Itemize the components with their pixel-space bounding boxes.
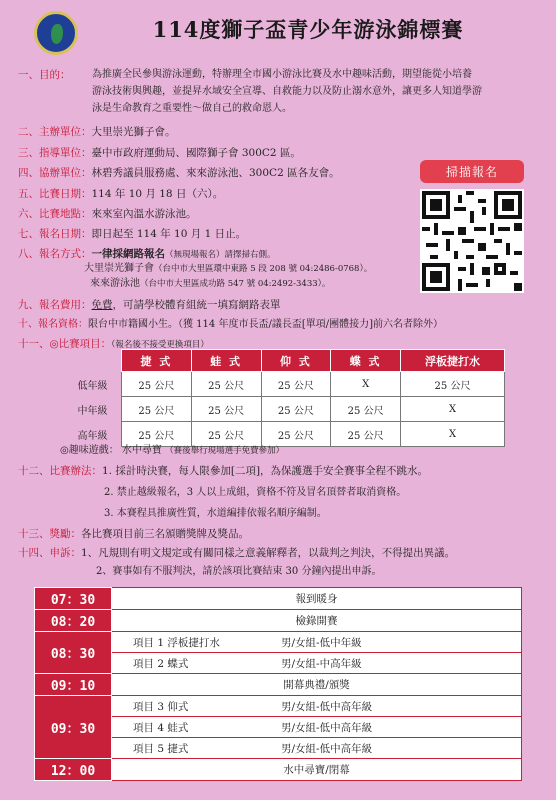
contact-lions-club <box>84 262 372 276</box>
events-cell: 25 公尺 <box>122 422 192 447</box>
events-cell: 25 公尺 <box>331 397 401 422</box>
schedule-item-name: 項目 2 蝶式 <box>133 657 189 670</box>
awards-label: 十三、獎勵： <box>18 528 81 540</box>
qr-panel <box>420 160 524 293</box>
rules-line-3: 3. 本賽程具推廣性質，水道編排依報名順序編制。 <box>104 508 327 519</box>
events-cell: X <box>401 397 505 422</box>
schedule-time: 08：30 <box>35 632 112 674</box>
schedule-row <box>35 610 522 632</box>
schedule-item <box>112 717 522 738</box>
schedule-item <box>112 738 522 759</box>
events-cell: X <box>331 372 401 397</box>
contact-pool-name: 來來游泳池 <box>90 278 140 289</box>
section-guidance <box>18 146 301 160</box>
events-header-row <box>64 350 505 372</box>
events-cell: 25 公尺 <box>261 397 331 422</box>
schedule-activity: 檢錄開賽 <box>112 610 522 632</box>
events-row-label: 高年級 <box>64 422 122 447</box>
fun-game-label: ◎趣味遊戲： <box>60 445 119 456</box>
qr-code-icon[interactable] <box>420 189 524 293</box>
events-cell: 25 公尺 <box>191 397 261 422</box>
registration-method-note: （無現場報名）請擇掃右側。 <box>165 250 276 260</box>
guidance-label: 三、指導單位： <box>18 147 92 159</box>
rules-line-1: 1. 採計時決賽，每人限參加[二項]，為保護選手安全賽事全程不跳水。 <box>102 465 429 477</box>
organizer-value: 大里崇光獅子會。 <box>91 126 176 138</box>
guidance-value: 臺中市政府運動局、國際獅子會 300C2 區。 <box>91 147 301 159</box>
schedule-item <box>112 632 522 653</box>
section-fee <box>18 298 281 312</box>
events-row-label: 中年級 <box>64 397 122 422</box>
venue-value: 來來室內溫水游泳池。 <box>91 208 197 220</box>
rules-line-2: 2. 禁止越級報名，3 人以上成組，資格不符及冒名頂替者取消資格。 <box>104 487 407 498</box>
lions-club-logo <box>34 11 78 55</box>
section-organizer <box>18 125 176 139</box>
contact-lions-address: （台中市大里區環中東路 5 段 208 號 04:2486-0768）。 <box>154 264 373 274</box>
registration-date-value: 即日起至 114 年 10 月 1 日止。 <box>91 228 247 240</box>
events-row-middle <box>64 397 505 422</box>
events-row-lower <box>64 372 505 397</box>
registration-method-value: 一律採網路報名 <box>91 248 165 260</box>
events-cell: 25 公尺 <box>122 372 192 397</box>
schedule-row <box>35 632 522 653</box>
schedule-row <box>35 674 522 696</box>
schedule-row <box>35 588 522 610</box>
schedule-activity: 水中尋寶/閉幕 <box>112 759 522 781</box>
date-label: 五、比賽日期： <box>18 188 92 200</box>
fee-free: 免費 <box>91 299 113 311</box>
section-eligibility <box>18 318 443 332</box>
schedule-item-group: 男/女組-低中高年級 <box>281 721 373 734</box>
contact-pool-address: （台中市大里區成功路 547 號 04:2492-3433）。 <box>140 279 331 289</box>
appeals-line-1: 1、凡規則有明文規定或有關同樣之意義解釋者，以裁判之判決，不得提出異議。 <box>81 547 456 559</box>
section-date <box>18 187 223 201</box>
schedule-activity: 報到暖身 <box>112 588 522 610</box>
venue-label: 六、比賽地點： <box>18 208 92 220</box>
schedule-item-group: 男/女組-低中高年級 <box>281 700 373 713</box>
qr-label: 掃描報名 <box>420 160 524 183</box>
section-co-organizer <box>18 166 340 180</box>
organizer-label: 二、主辦單位： <box>18 126 92 138</box>
eligibility-value: 限台中市籍國小生。（獲 114 年度市長盃/議長盃[單項/團體接力]前六名者除外） <box>88 319 443 330</box>
date-value: 114 年 10 月 18 日（六）。 <box>91 188 224 200</box>
events-note: （報名後不接受更換項目） <box>111 340 209 350</box>
section-venue <box>18 207 197 221</box>
section-appeals <box>18 546 455 560</box>
events-label: 十一、◎比賽項目： <box>18 338 112 350</box>
events-row-upper <box>64 422 505 447</box>
schedule-item-name: 項目 5 捷式 <box>133 742 189 755</box>
schedule-row <box>35 696 522 717</box>
section-rules <box>18 464 428 478</box>
contact-lions-name: 大里崇光獅子會 <box>84 263 154 274</box>
events-cell: 25 公尺 <box>191 372 261 397</box>
fee-value: ，可請學校體育組統一填寫網路表單 <box>112 299 281 311</box>
section-purpose-label: 一、目的： <box>18 69 71 81</box>
section-awards <box>18 527 249 541</box>
fun-game <box>60 444 284 458</box>
purpose-line-1: 為推廣全民參與游泳運動，特辦理全市國小游泳比賽及水中趣味活動，期望能從小培養 <box>92 69 472 80</box>
contact-pool <box>90 277 330 291</box>
schedule-item-group: 男/女組-低中年級 <box>281 636 362 649</box>
schedule-time: 08：20 <box>35 610 112 632</box>
schedule-item-group: 男/女組-低中高年級 <box>281 742 373 755</box>
schedule-item-name: 項目 1 浮板捷打水 <box>133 636 220 649</box>
events-cell: X <box>401 422 505 447</box>
schedule-row <box>35 759 522 781</box>
events-cell: 25 公尺 <box>122 397 192 422</box>
purpose-line-3: 泳是生命教育之重要性～做自己的救命恩人。 <box>92 103 292 114</box>
events-cell: 25 公尺 <box>191 422 261 447</box>
schedule-activity: 開幕典禮/頒獎 <box>112 674 522 696</box>
schedule-item-name: 項目 3 仰式 <box>133 700 189 713</box>
appeals-line-2: 2、賽事如有不服判決，請於該項比賽結束 30 分鐘內提出申訴。 <box>96 566 382 577</box>
events-row-label: 低年級 <box>64 372 122 397</box>
fun-game-note: （賽後舉行現場選手免費參加） <box>165 446 285 456</box>
fee-label: 九、報名費用： <box>18 299 92 311</box>
schedule-table <box>34 587 522 781</box>
events-table <box>64 349 505 447</box>
events-col-kickboard: 浮板捷打水 <box>401 350 505 372</box>
events-cell: 25 公尺 <box>261 422 331 447</box>
events-cell: 25 公尺 <box>261 372 331 397</box>
events-col-backstroke: 仰 式 <box>261 350 331 372</box>
rules-label: 十二、比賽辦法： <box>18 465 102 477</box>
section-purpose <box>18 68 71 82</box>
co-organizer-value: 林碧秀議員服務處、來來游泳池、300C2 區各友會。 <box>91 167 340 179</box>
schedule-item <box>112 696 522 717</box>
appeals-label: 十四、申訴： <box>18 547 81 559</box>
events-col-butterfly: 蝶 式 <box>331 350 401 372</box>
schedule-item <box>112 653 522 674</box>
schedule-time: 07：30 <box>35 588 112 610</box>
fun-game-value: 水中尋寶 <box>121 445 162 456</box>
events-col-freestyle: 捷 式 <box>122 350 192 372</box>
registration-method-label: 八、報名方式： <box>18 248 92 260</box>
co-organizer-label: 四、協辦單位： <box>18 167 92 179</box>
schedule-item-group: 男/女組-中高年級 <box>281 657 362 670</box>
schedule-time: 09：30 <box>35 696 112 759</box>
schedule-time: 09：10 <box>35 674 112 696</box>
schedule-time: 12：00 <box>35 759 112 781</box>
purpose-line-2: 游泳技術與興趣，並提昇水域安全宣導、自救能力以及防止溺水意外，讓更多人知道學游 <box>92 86 482 97</box>
section-registration-method <box>18 247 276 262</box>
registration-date-label: 七、報名日期： <box>18 228 92 240</box>
awards-value: 各比賽項目前三名頒贈獎牌及獎品。 <box>81 528 249 540</box>
page-title: 114度獅子盃青少年游泳錦標賽 <box>152 17 464 42</box>
section-registration-date <box>18 227 246 241</box>
events-col-breaststroke: 蛙 式 <box>191 350 261 372</box>
eligibility-label: 十、報名資格： <box>18 319 88 330</box>
schedule-item-name: 項目 4 蛙式 <box>133 721 189 734</box>
events-cell: 25 公尺 <box>401 372 505 397</box>
events-cell: 25 公尺 <box>331 422 401 447</box>
